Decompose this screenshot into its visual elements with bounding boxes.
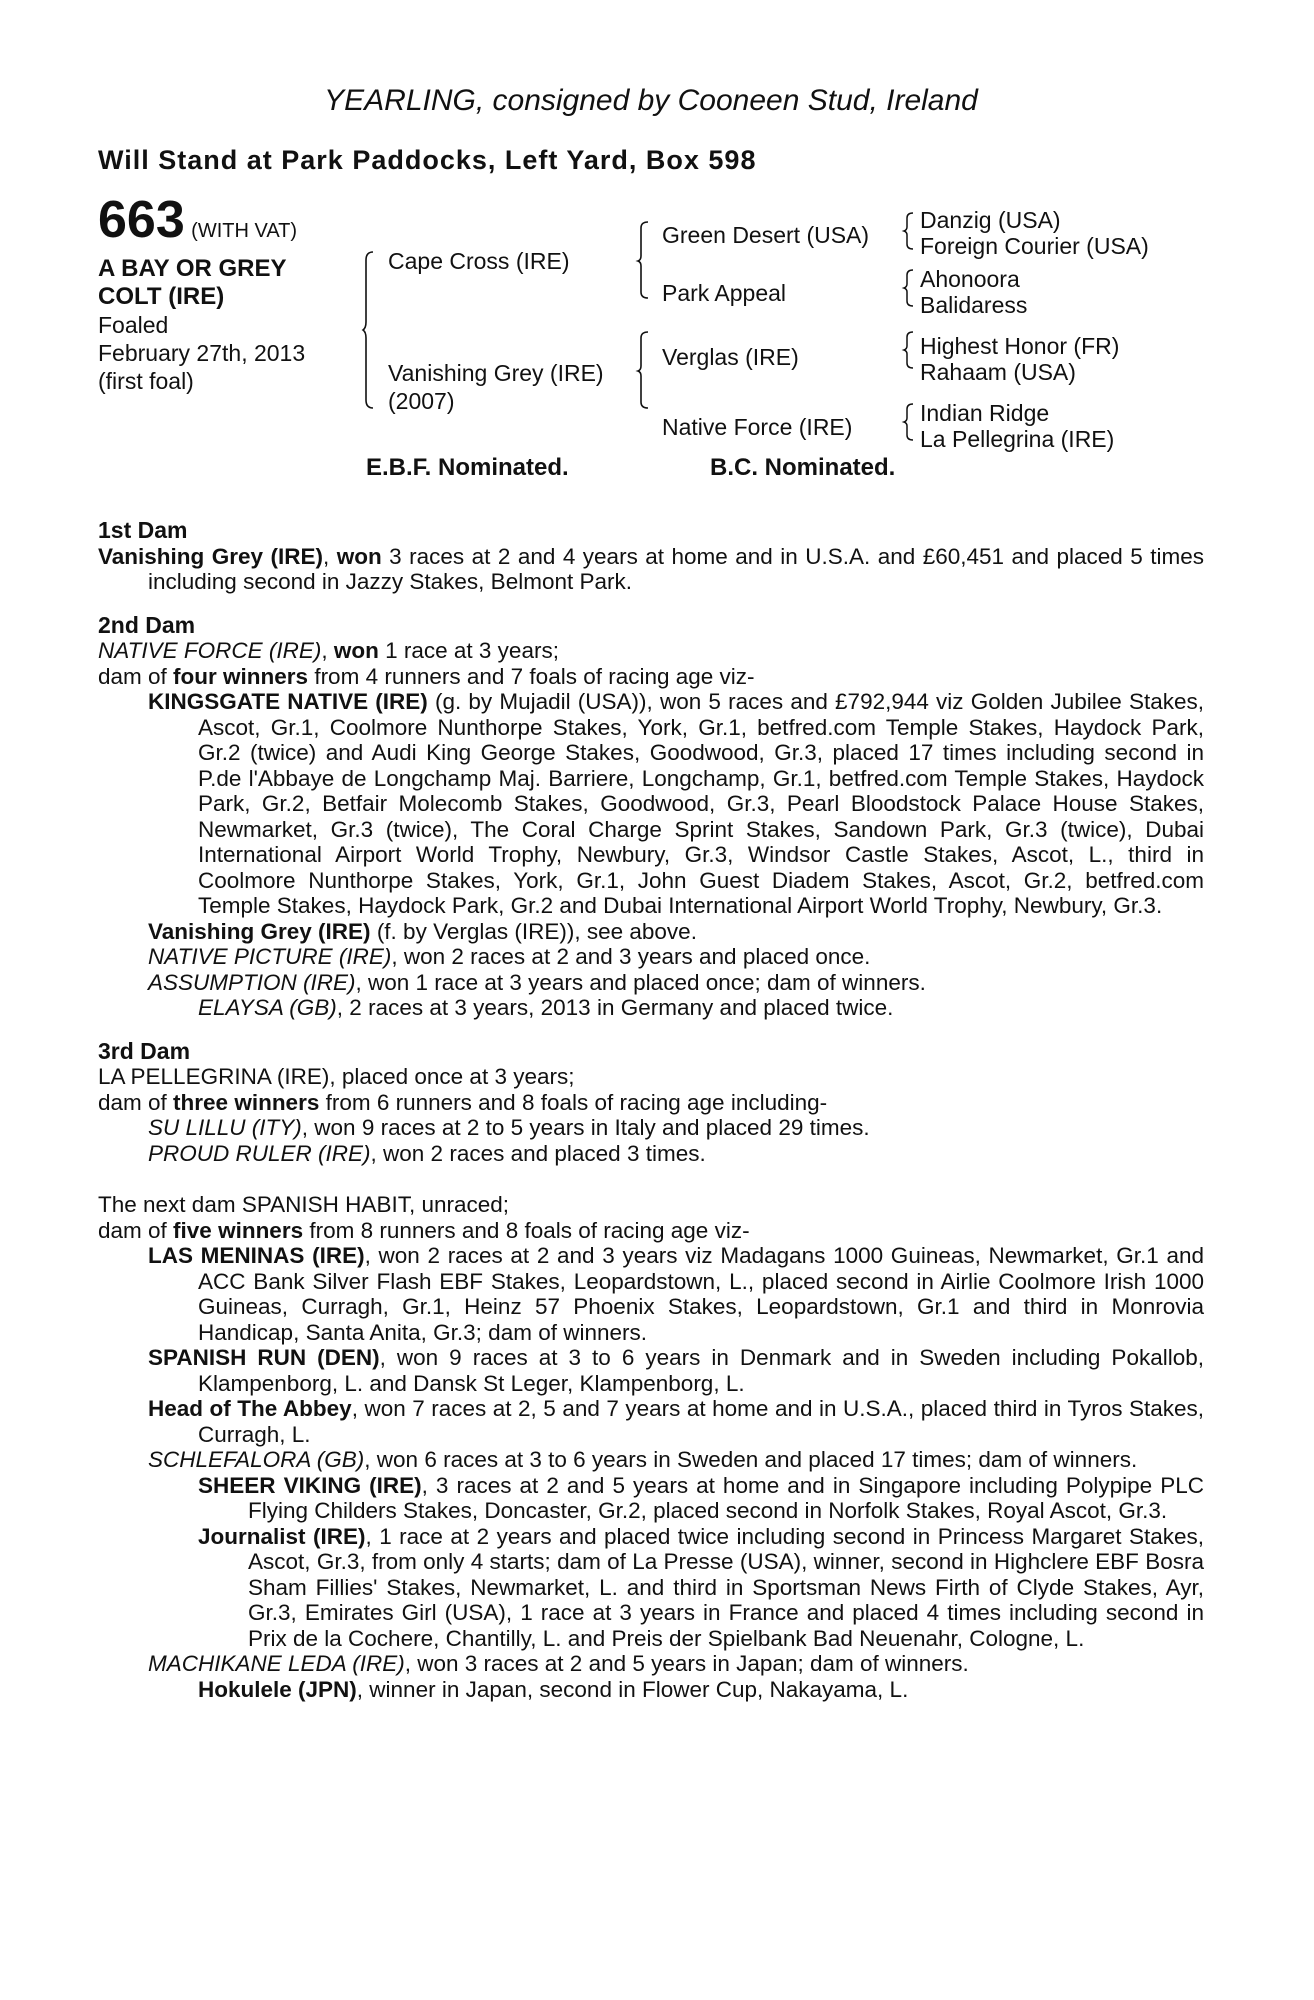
ebf-nominated: E.B.F. Nominated. [366, 454, 569, 481]
bc-nominated: B.C. Nominated. [710, 454, 896, 481]
vanishing-grey-entry: Vanishing Grey (IRE) (f. by Verglas (IRE)), see above. [148, 918, 697, 944]
stand-location: Will Stand at Park Paddocks, Left Yard, Box 598 [98, 145, 757, 175]
next-dam-produce: dam of five winners from 8 runners and 8 foals of racing age viz- [98, 1217, 750, 1243]
native-picture-entry: NATIVE PICTURE (IRE), won 2 races at 2 and 3 years and placed once. [148, 944, 871, 969]
journalist-entry: Journalist (IRE), 1 race at 2 years and placed twice including second in Princess Margaret Stakes, Ascot, Gr.3, from only 4 starts; dam of La Presse (USA), winner, second in Highclere EBF Bosra Sham Fillies' Stakes, Newmarket, L. and third in Sportsman News Firth of Clyde Stakes, Ayr, Gr.3, Emirates Girl (USA), 1 race at 3 years in France and placed 4 times including second in Prix de la Cochere, Chantilly, L. and Preis der Spielbank Bad Neuenahr, Cologne, L. [198, 1523, 1204, 1651]
pedigree-bracket-gen1 [363, 250, 375, 410]
su-lillu-entry: SU LILLU (ITY), won 9 races at 2 to 5 years in Italy and placed 29 times. [148, 1115, 870, 1140]
pedigree-notes [98, 500, 1204, 1702]
machikane-leda-entry: MACHIKANE LEDA (IRE), won 3 races at 2 and 5 years in Japan; dam of winners. [148, 1651, 969, 1676]
pedigree-g3-1: Danzig (USA) [920, 207, 1061, 233]
hokulele-entry: Hokulele (JPN), winner in Japan, second in Flower Cup, Nakayama, L. [198, 1676, 909, 1702]
foaled-date: February 27th, 2013 [98, 340, 306, 366]
pedigree-sire-sire: Green Desert (USA) [662, 222, 870, 248]
lot-info [98, 191, 306, 395]
foal-note: (first foal) [98, 368, 194, 394]
pedigree-g3-5: Highest Honor (FR) [920, 333, 1120, 359]
kingsgate-native-entry: KINGSGATE NATIVE (IRE) (g. by Mujadil (USA)), won 5 races and £792,944 viz Golden Jubilee Stakes, Ascot, Gr.1, Coolmore Nunthorpe Stakes, York, Gr.1, betfred.com Temple Stakes, Haydock Park, Gr.2 (twice) and Audi King George Stakes, Goodwood, Gr.3, placed 17 times including second in P.de l'Abbaye de Longchamp Maj. Barriere, Longchamp, Gr.1, betfred.com Temple Stakes, Haydock Park, Gr.2, Betfair Molecomb Stakes, Goodwood, Gr.3, Pearl Bloodstock Palace House Stakes, Newmarket, Gr.3 (twice), The Coral Charge Sprint Stakes, Sandown Park, Gr.3 (twice), Dubai International Airport World Trophy, Newbury, Gr.3, Windsor Castle Stakes, Ascot, L., third in Coolmore Nunthorpe Stakes, York, Gr.1, John Guest Diadem Stakes, Ascot, Gr.2, betfred.com Temple Stakes, Haydock Park, Gr.2 and Dubai International Airport World Trophy, Newbury, Gr.3. [148, 689, 1204, 918]
third-dam-produce: dam of three winners from 6 runners and 8 foals of racing age including- [98, 1089, 828, 1115]
lot-description-2: COLT (IRE) [98, 283, 225, 310]
page-title: YEARLING, consigned by Cooneen Stud, Ireland [324, 84, 978, 117]
pedigree-bracket-g3-1 [904, 211, 914, 251]
pedigree-sire-dam: Park Appeal [662, 280, 787, 306]
lot-number: 663 [98, 191, 185, 249]
second-dam-entry: NATIVE FORCE (IRE), won 1 race at 3 years; [98, 638, 559, 663]
assumption-entry: ASSUMPTION (IRE), won 1 race at 3 years and placed once; dam of winners. [148, 969, 926, 995]
pedigree-dam-sire: Verglas (IRE) [662, 344, 799, 370]
pedigree-g3-7: Indian Ridge [920, 400, 1050, 426]
first-dam-heading: 1st Dam [98, 517, 188, 543]
vat-note: (WITH VAT) [191, 220, 298, 242]
third-dam-heading: 3rd Dam [98, 1037, 191, 1064]
pedigree-dam: Vanishing Grey (IRE) [388, 360, 604, 386]
sheer-viking-entry: SHEER VIKING (IRE), 3 races at 2 and 5 years at home and in Singapore including Polypipe PLC Flying Childers Stakes, Doncaster, Gr.2, placed second in Norfolk Stakes, Royal Ascot, Gr.3. [198, 1472, 1204, 1523]
foaled-label: Foaled [98, 312, 169, 338]
pedigree-bracket-sire [638, 220, 650, 300]
las-meninas-entry: LAS MENINAS (IRE), won 2 races at 2 and 3 years viz Madagans 1000 Guineas, Newmarket, Gr.1 and ACC Bank Silver Flash EBF Stakes, Leopardstown, L., placed second in Airlie Coolmore Irish 1000 Guineas, Curragh, Gr.1, Heinz 57 Phoenix Stakes, Leopardstown, Gr.1 and third in Monrovia Handicap, Santa Anita, Gr.3; dam of winners. [148, 1243, 1204, 1345]
pedigree-bracket-g3-4 [904, 402, 914, 442]
head-of-the-abbey-entry: Head of The Abbey, won 7 races at 2, 5 and 7 years at home and in U.S.A., placed third in Tyros Stakes, Curragh, L. [148, 1396, 1204, 1447]
pedigree-sire: Cape Cross (IRE) [388, 248, 570, 274]
next-dam-entry: The next dam SPANISH HABIT, unraced; [98, 1192, 510, 1217]
pedigree-bracket-dam [638, 330, 650, 410]
second-dam-produce: dam of four winners from 4 runners and 7 foals of racing age viz- [98, 663, 755, 689]
pedigree-dam-dam: Native Force (IRE) [662, 414, 853, 440]
pedigree-bracket-g3-3 [904, 330, 914, 370]
first-dam-entry: Vanishing Grey (IRE), won 3 races at 2 and 4 years at home and in U.S.A. and £60,451 and placed 5 times including second in Jazzy Stakes, Belmont Park. [98, 543, 1204, 594]
elaysa-entry: ELAYSA (GB), 2 races at 3 years, 2013 in Germany and placed twice. [198, 995, 894, 1020]
pedigree-g3-2: Foreign Courier (USA) [920, 233, 1149, 259]
spanish-run-entry: SPANISH RUN (DEN), won 9 races at 3 to 6 years in Denmark and in Sweden including Pokallob, Klampenborg, L. and Dansk St Leger, Klampenborg, L. [148, 1345, 1204, 1396]
second-dam-heading: 2nd Dam [98, 611, 196, 638]
pedigree-g3-6: Rahaam (USA) [920, 359, 1076, 385]
pedigree-g3-3: Ahonoora [920, 266, 1020, 292]
proud-ruler-entry: PROUD RULER (IRE), won 2 races and placed 3 times. [148, 1140, 706, 1166]
pedigree-bracket-g3-2 [904, 268, 914, 308]
pedigree-g3-4: Balidaress [920, 292, 1028, 318]
pedigree-dam-year: (2007) [388, 388, 455, 414]
third-dam-entry: LA PELLEGRINA (IRE), placed once at 3 years; [98, 1064, 575, 1089]
pedigree-g3-8: La Pellegrina (IRE) [920, 426, 1115, 452]
lot-description-1: A BAY OR GREY [98, 255, 287, 282]
schlefalora-entry: SCHLEFALORA (GB), won 6 races at 3 to 6 years in Sweden and placed 17 times; dam of winners. [148, 1447, 1138, 1472]
